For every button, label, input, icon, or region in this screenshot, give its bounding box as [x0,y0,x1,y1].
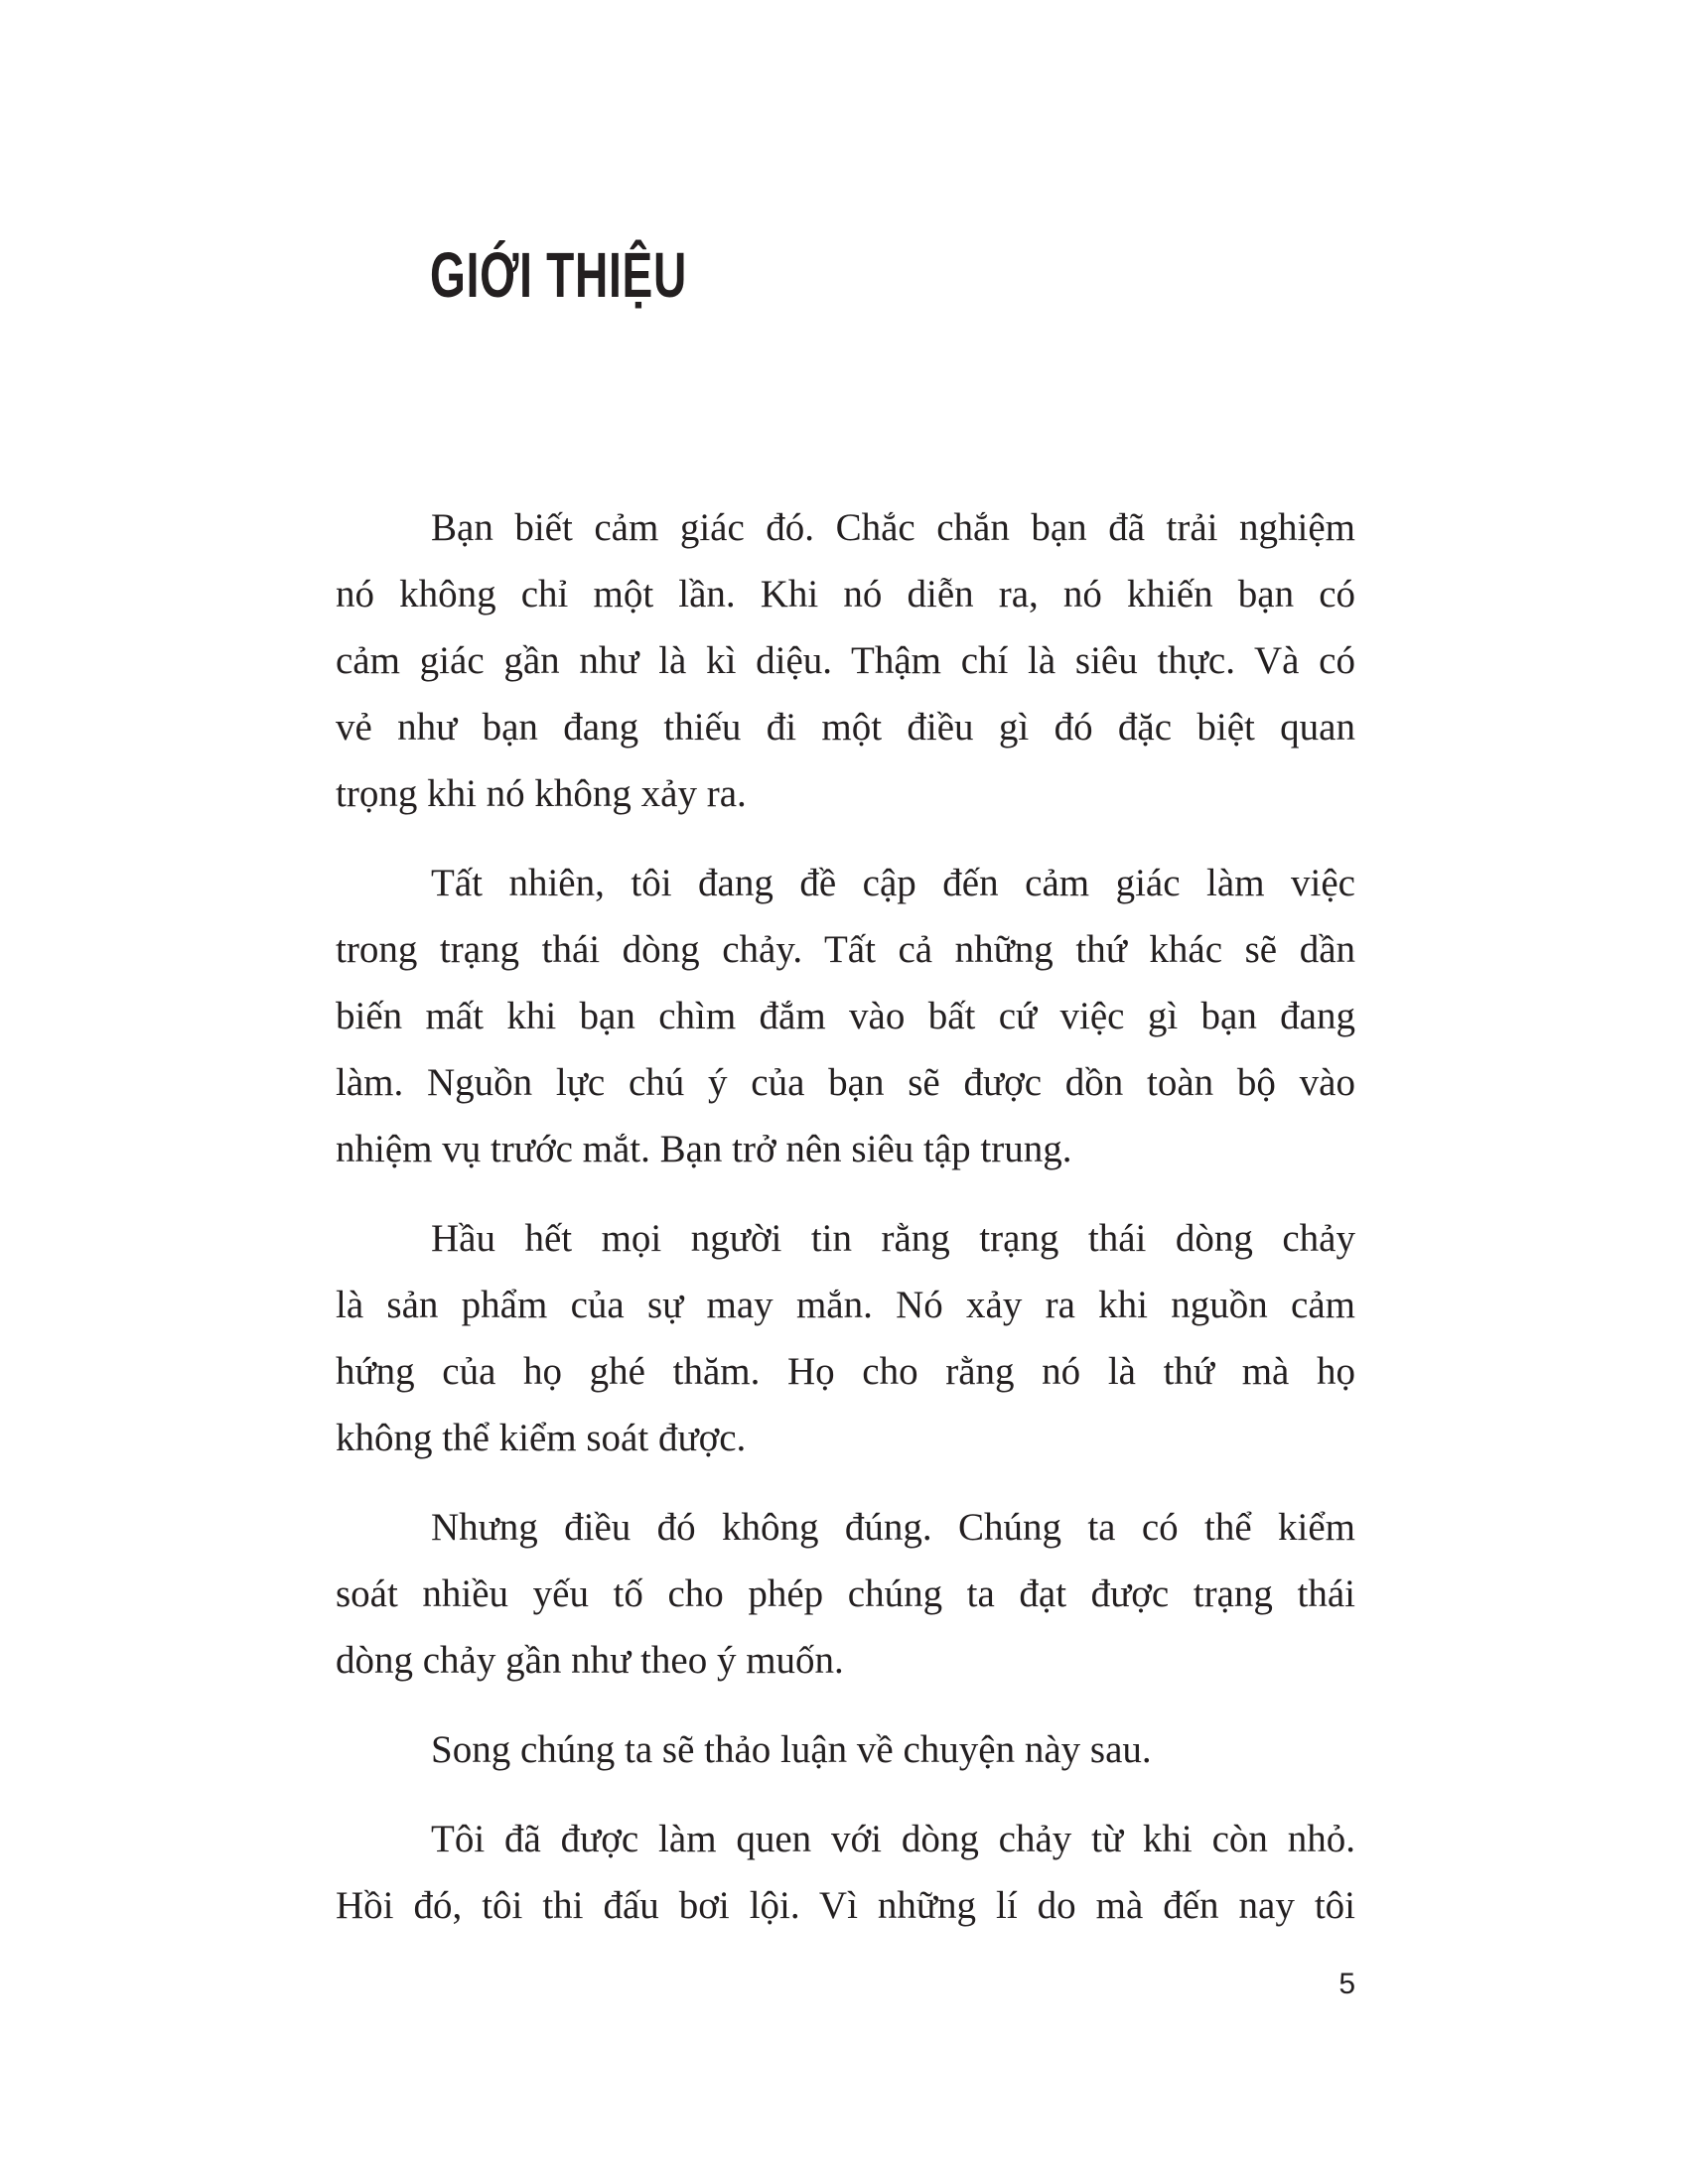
chapter-title: GIỚI THIỆU [430,239,687,311]
text-line: làm. Nguồn lực chú ý của bạn sẽ được dồn toàn bộ vào [336,1061,1355,1104]
text-line: Nhưng điều đó không đúng. Chúng ta có thể kiểm [431,1506,1355,1549]
paragraph [336,494,1355,827]
paragraph [336,850,1355,1182]
text-line: biến mất khi bạn chìm đắm vào bất cứ việc gì bạn đang [336,995,1355,1037]
paragraph [336,1494,1355,1694]
text-line: Hồi đó, tôi thi đấu bơi lội. Vì những lí do mà đến nay tôi [336,1884,1355,1927]
paragraph [336,1806,1355,1939]
text-line: nhiệm vụ trước mắt. Bạn trở nên siêu tập trung. [336,1128,1072,1170]
text-line: trọng khi nó không xảy ra. [336,772,747,815]
paragraph [336,1716,1355,1783]
text-line: hứng của họ ghé thăm. Họ cho rằng nó là thứ mà họ [336,1350,1355,1393]
body-text [336,494,1355,1962]
text-line: Song chúng ta sẽ thảo luận về chuyện này sau. [431,1728,1152,1771]
text-line: Hầu hết mọi người tin rằng trạng thái dòng chảy [431,1217,1355,1260]
text-line: Tất nhiên, tôi đang đề cập đến cảm giác làm việc [431,862,1355,904]
text-line: vẻ như bạn đang thiếu đi một điều gì đó đặc biệt quan [336,706,1355,749]
text-line: là sản phẩm của sự may mắn. Nó xảy ra khi nguồn cảm [336,1284,1355,1326]
text-line: trong trạng thái dòng chảy. Tất cả những thứ khác sẽ dần [336,928,1355,971]
text-line: không thể kiểm soát được. [336,1417,747,1459]
text-line: Bạn biết cảm giác đó. Chắc chắn bạn đã trải nghiệm [431,506,1355,549]
paragraph [336,1205,1355,1471]
text-line: Tôi đã được làm quen với dòng chảy từ khi còn nhỏ. [431,1818,1355,1860]
text-line: dòng chảy gần như theo ý muốn. [336,1639,844,1682]
text-line: soát nhiều yếu tố cho phép chúng ta đạt được trạng thái [336,1572,1355,1615]
text-line: nó không chỉ một lần. Khi nó diễn ra, nó khiến bạn có [336,573,1355,615]
text-line: cảm giác gần như là kì diệu. Thậm chí là siêu thực. Và có [336,639,1355,682]
page-number: 5 [1338,1968,1355,2000]
